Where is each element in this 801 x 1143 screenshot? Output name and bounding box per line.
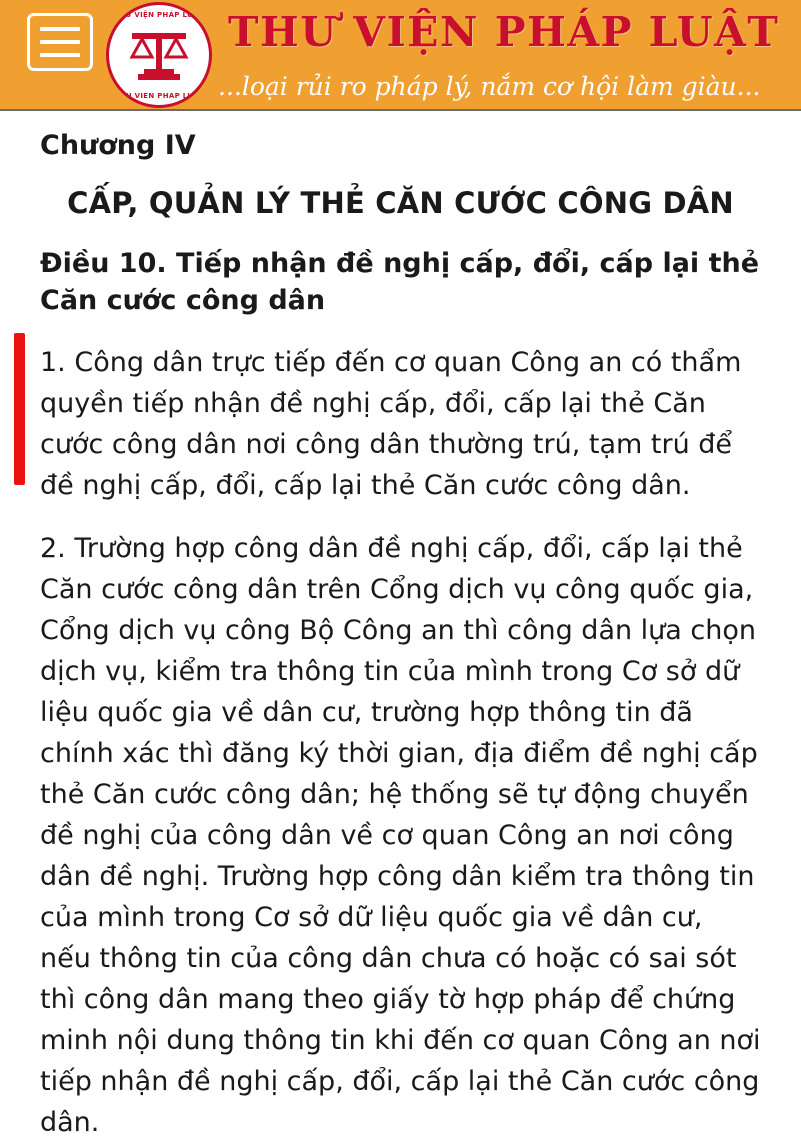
menu-bar-3 bbox=[40, 53, 80, 57]
site-logo[interactable] bbox=[106, 2, 212, 108]
chapter-label: Chương IV bbox=[40, 130, 196, 161]
menu-bar-1 bbox=[40, 27, 80, 31]
red-annotation-bar bbox=[14, 333, 25, 485]
document-content bbox=[0, 111, 801, 1139]
logo-ring-bottom-text: THU VIEN PHAP LUAT bbox=[114, 92, 204, 100]
site-slogan: ...loại rủi ro pháp lý, nắm cơ hội làm giàu... bbox=[218, 72, 761, 101]
article-heading: Điều 10. Tiếp nhận đề nghị cấp, đổi, cấp lại thẻ Căn cước công dân bbox=[40, 248, 760, 317]
menu-bar-2 bbox=[40, 40, 80, 44]
clause-paragraph-1: 1. Công dân trực tiếp đến cơ quan Công an có thẩm quyền tiếp nhận đề nghị cấp, đổi, cấp lại thẻ Căn cước công dân nơi công dân thường trú, tạm trú để đề nghị cấp, đổi, cấp lại thẻ Căn cước công dân. bbox=[40, 346, 742, 501]
clause-paragraph-2: 2. Trường hợp công dân đề nghị cấp, đổi, cấp lại thẻ Căn cước công dân trên Cổng dịch vụ công quốc gia, Cổng dịch vụ công Bộ Công an thì công dân lựa chọn dịch vụ, kiểm tra thông tin của mình trong Cơ sở dữ liệu quốc gia về dân cư, trường hợp thông tin đã chính xác thì đăng ký thời gian, địa điểm đề nghị cấp thẻ Căn cước công dân; hệ thống sẽ tự động chuyển đề nghị của công dân về cơ quan Công an nơi công dân đề nghị. Trường hợp công dân kiểm tra thông tin của mình trong Cơ sở dữ liệu quốc gia về dân cư, nếu thông tin của công dân chưa có hoặc có sai sót thì công dân mang theo giấy tờ hợp pháp để chứng minh nội dung thông tin khi đến cơ quan Công an nơi tiếp nhận đề nghị cấp, đổi, cấp lại thẻ Căn cước công dân. bbox=[40, 532, 761, 1139]
chapter-title: CẤP, QUẢN LÝ THẺ CĂN CƯỚC CÔNG DÂN bbox=[67, 185, 734, 220]
logo-ring-top-text: THƯ VIỆN PHÁP LUẬT bbox=[114, 11, 204, 19]
scales-of-justice-icon bbox=[128, 27, 190, 83]
page-title: THƯ VIỆN PHÁP LUẬT bbox=[228, 8, 780, 56]
site-header bbox=[0, 0, 801, 111]
hamburger-menu-icon[interactable] bbox=[27, 13, 93, 71]
